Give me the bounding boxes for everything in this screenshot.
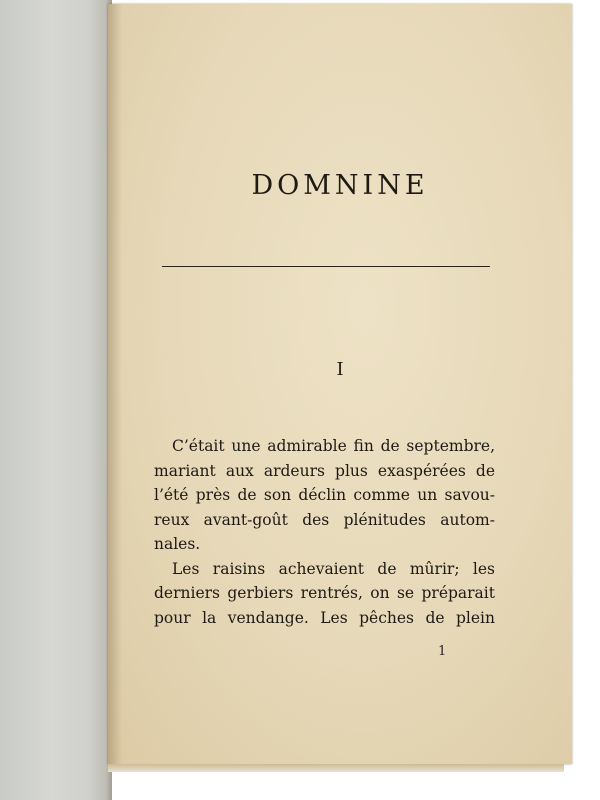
signature-mark: 1 bbox=[438, 644, 447, 659]
text-line: Les raisins achevaient de mûrir; les bbox=[172, 559, 495, 578]
text-line: nales. bbox=[154, 535, 201, 553]
page-bottom-edge bbox=[108, 764, 564, 772]
left-page-edge bbox=[0, 0, 112, 800]
page-title: DOMNINE bbox=[251, 170, 429, 201]
text-line: l’été près de son déclin comme un savou- bbox=[154, 486, 495, 504]
text-line: pour la vendange. Les pêches de plein bbox=[154, 608, 495, 627]
text-line: reux avant-goût des plénitudes autom- bbox=[154, 510, 495, 529]
text-line: C’était une admirable fin de septembre, bbox=[172, 437, 495, 455]
body-text bbox=[154, 434, 495, 630]
text-line: derniers gerbiers rentrés, on se préparait bbox=[154, 584, 495, 602]
chapter-number: I bbox=[336, 359, 344, 380]
text-line: mariant aux ardeurs plus exaspérées de bbox=[154, 461, 495, 480]
title-rule bbox=[162, 266, 490, 267]
book-page bbox=[108, 4, 572, 764]
